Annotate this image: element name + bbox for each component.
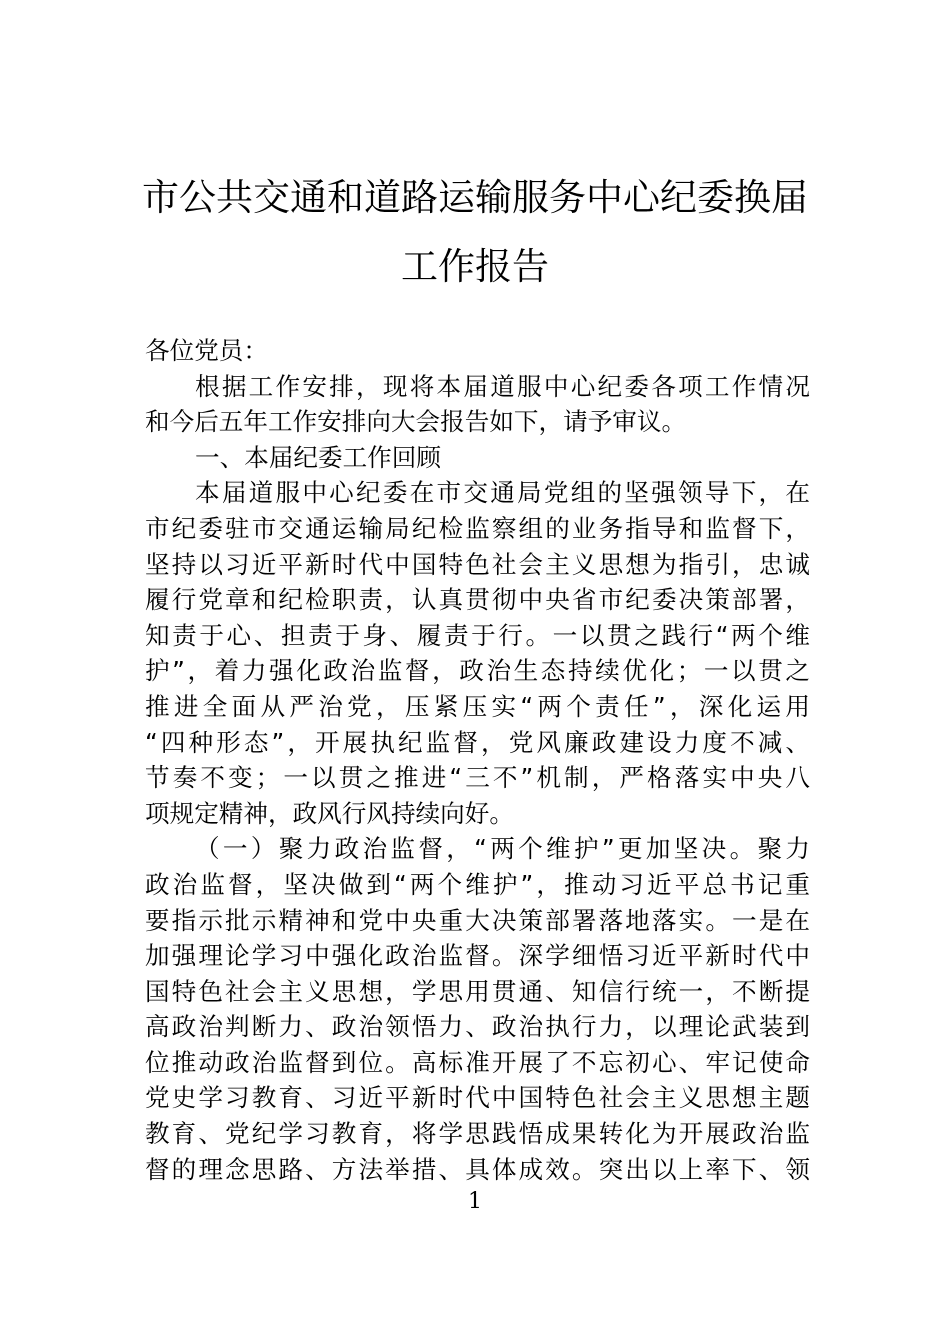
section1-line: 本届道服中心纪委在市交通局党组的坚强领导下，在 (195, 478, 810, 508)
subsection1-line: 国特色社会主义思想，学思用贯通、知信行统一，不断提 (145, 976, 810, 1006)
subsection1-line: 位推动政治监督到位。高标准开展了不忘初心、牢记使命 (145, 1047, 810, 1077)
section1-line: 项规定精神，政风行风持续向好。 (145, 798, 514, 828)
section1-line: 知责于心、担责于身、履责于行。一以贯之践行“两个维 (145, 620, 810, 650)
subsection1-line: 加强理论学习中强化政治监督。深学细悟习近平新时代中 (145, 941, 810, 971)
subsection1-line: 督的理念思路、方法举措、具体成效。突出以上率下、领 (145, 1154, 810, 1184)
section1-line: “四种形态”，开展执纪监督，党风廉政建设力度不减、 (145, 727, 810, 757)
subsection1-line: 政治监督，坚决做到“两个维护”，推动习近平总书记重 (145, 869, 810, 899)
subsection1-line: 教育、党纪学习教育，将学思践悟成果转化为开展政治监 (145, 1119, 810, 1149)
page-number: 1 (468, 1189, 482, 1214)
document-body (145, 333, 810, 1187)
section1-line: 履行党章和纪检职责，认真贯彻中央省市纪委决策部署， (145, 585, 810, 615)
greeting: 各位党员： (145, 336, 268, 365)
section1-line: 节奏不变；一以贯之推进“三不”机制，严格落实中央八 (145, 763, 810, 793)
document-title-line-2: 工作报告 (401, 245, 549, 288)
section1-line: 推进全面从严治党，压紧压实“两个责任”，深化运用 (145, 691, 810, 721)
subsection1-line: （一）聚力政治监督，“两个维护”更加坚决。聚力 (195, 834, 810, 864)
intro-line: 根据工作安排，现将本届道服中心纪委各项工作情况 (195, 371, 810, 401)
intro-line: 和今后五年工作安排向大会报告如下，请予审议。 (145, 407, 687, 437)
subsection1-line: 要指示批示精神和党中央重大决策部署落地落实。一是在 (145, 905, 810, 935)
section1-line: 坚持以习近平新时代中国特色社会主义思想为指引，忠诚 (145, 549, 810, 579)
section1-line: 市纪委驻市交通运输局纪检监察组的业务指导和监督下， (145, 513, 810, 543)
subsection1-line: 党史学习教育、习近平新时代中国特色社会主义思想主题 (145, 1083, 810, 1113)
document-title-line-1: 市公共交通和道路运输服务中心纪委换届 (142, 176, 808, 219)
section1-line: 护”，着力强化政治监督，政治生态持续优化；一以贯之 (145, 656, 810, 686)
section-heading: 一、本届纪委工作回顾 (195, 442, 441, 472)
subsection1-line: 高政治判断力、政治领悟力、政治执行力，以理论武装到 (145, 1012, 810, 1042)
